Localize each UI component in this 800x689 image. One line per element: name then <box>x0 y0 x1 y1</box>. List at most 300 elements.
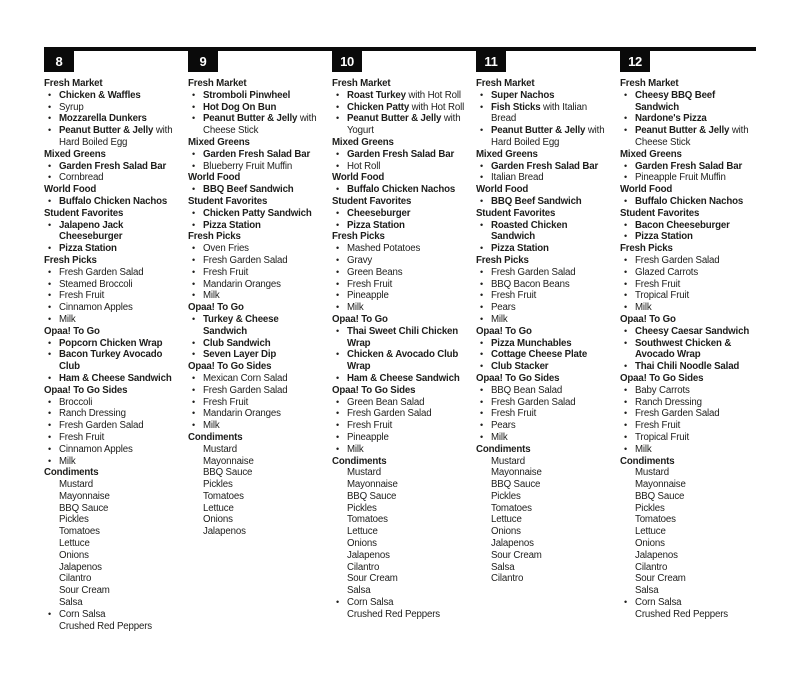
menu-item <box>620 113 756 125</box>
menu-item-label: Turkey & Cheese Sandwich <box>203 313 279 337</box>
menu-item-label: Chicken & Waffles <box>59 89 141 101</box>
section-item-list <box>44 196 180 208</box>
section-title: Fresh Market <box>188 78 247 89</box>
menu-item-label: Mayonnaise <box>347 479 398 491</box>
menu-item-label: Onions <box>635 538 665 550</box>
menu-item <box>620 361 756 373</box>
menu-item-label: Sour Cream <box>491 549 542 561</box>
menu-item <box>44 514 180 526</box>
menu-item <box>620 467 756 479</box>
menu-item-label: Tomatoes <box>59 526 100 538</box>
menu-item <box>476 573 612 585</box>
menu-item-label: Lettuce <box>59 538 90 550</box>
menu-item <box>620 397 756 409</box>
menu-item-label: Cornbread <box>59 172 104 184</box>
section-title: Fresh Market <box>620 78 679 89</box>
menu-item <box>332 290 468 302</box>
bullet-icon: • <box>480 349 484 360</box>
bullet-icon: • <box>336 302 340 313</box>
menu-item <box>620 338 756 362</box>
menu-item <box>188 526 324 538</box>
menu-item-label: Crushed Red Peppers <box>59 620 153 632</box>
menu-item-label: Mayonnaise <box>635 479 686 491</box>
menu-item-label: Sour Cream <box>347 573 398 585</box>
day-column-10 <box>332 51 468 632</box>
bullet-icon: • <box>48 372 52 383</box>
day-sections <box>476 78 612 585</box>
menu-item-label: BBQ Beef Sandwich <box>203 184 294 196</box>
menu-item-label: Mustard <box>347 467 381 479</box>
menu-item <box>44 243 180 255</box>
menu-item <box>620 255 756 267</box>
menu-item-label: Tomatoes <box>347 514 388 526</box>
menu-item <box>44 597 180 609</box>
menu-item <box>188 90 324 102</box>
menu-item <box>188 514 324 526</box>
menu-section <box>188 78 324 137</box>
menu-item <box>620 302 756 314</box>
menu-item-label: Cheesy BBQ Beef Sandwich <box>635 89 716 113</box>
menu-item <box>188 279 324 291</box>
bullet-icon: • <box>624 396 628 407</box>
menu-item-label: Cilantro <box>347 561 380 573</box>
section-title: Mixed Greens <box>332 136 394 148</box>
bullet-icon: • <box>48 195 52 206</box>
menu-item <box>620 279 756 291</box>
menu-item <box>188 503 324 515</box>
menu-item-label: Peanut Butter & Jelly with Yogurt <box>347 113 461 137</box>
menu-section <box>188 302 324 361</box>
section-item-list <box>332 467 468 620</box>
menu-item-label: Super Nachos <box>491 89 555 101</box>
menu-item <box>188 161 324 173</box>
bullet-icon: • <box>336 349 340 360</box>
section-title: Student Favorites <box>332 195 412 207</box>
section-item-list <box>332 149 468 173</box>
section-item-list <box>44 267 180 326</box>
bullet-icon: • <box>480 408 484 419</box>
menu-item <box>476 279 612 291</box>
menu-item-label: Mustard <box>491 455 525 467</box>
menu-item-label: Fresh Fruit <box>347 278 393 290</box>
menu-item-label: BBQ Sauce <box>59 502 109 514</box>
menu-item <box>44 267 180 279</box>
bullet-icon: • <box>624 361 628 372</box>
menu-item <box>188 349 324 361</box>
bullet-icon: • <box>336 101 340 112</box>
bullet-icon: • <box>192 278 196 289</box>
menu-item-label: Chicken Patty Sandwich <box>203 207 312 219</box>
bullet-icon: • <box>192 184 196 195</box>
menu-item <box>332 113 468 137</box>
menu-item-label: Fresh Fruit <box>347 420 393 432</box>
menu-item <box>332 90 468 102</box>
section-item-list <box>620 90 756 149</box>
section-title: Student Favorites <box>476 207 556 219</box>
section-item-list <box>44 397 180 468</box>
menu-item-label: Mayonnaise <box>491 467 542 479</box>
menu-section <box>44 385 180 468</box>
menu-item <box>188 208 324 220</box>
bullet-icon: • <box>48 89 52 100</box>
menu-section <box>44 184 180 208</box>
menu-item <box>620 597 756 609</box>
section-item-list <box>332 397 468 456</box>
menu-item-label: Stromboli Pinwheel <box>203 89 291 101</box>
section-title: Student Favorites <box>620 207 700 219</box>
menu-item <box>476 220 612 244</box>
bullet-icon: • <box>480 195 484 206</box>
bullet-icon: • <box>336 89 340 100</box>
bullet-icon: • <box>192 313 196 324</box>
bullet-icon: • <box>48 172 52 183</box>
bullet-icon: • <box>192 266 196 277</box>
menu-item-label: BBQ Sauce <box>491 479 541 491</box>
bullet-icon: • <box>624 266 628 277</box>
menu-item <box>332 444 468 456</box>
menu-section <box>188 432 324 538</box>
menu-item <box>332 279 468 291</box>
menu-item <box>332 514 468 526</box>
menu-item <box>476 514 612 526</box>
section-item-list <box>476 90 612 149</box>
menu-item-label: Pineapple <box>347 290 389 302</box>
menu-item-label: Cheeseburger <box>347 207 411 219</box>
menu-item-label: Peanut Butter & Jelly with Cheese Stick <box>635 125 749 148</box>
section-title: Mixed Greens <box>188 136 250 148</box>
menu-item <box>44 456 180 468</box>
menu-item-label: Hot Roll <box>347 160 381 172</box>
section-title: Mixed Greens <box>620 148 682 160</box>
menu-item-label: Jalapenos <box>635 549 678 561</box>
menu-item-label: Milk <box>635 443 652 455</box>
day-number-badge <box>620 51 650 72</box>
section-item-list <box>44 220 180 255</box>
menu-item-label: Tropical Fruit <box>635 290 690 302</box>
menu-item <box>332 585 468 597</box>
menu-item-label: Onions <box>203 514 233 526</box>
menu-section <box>476 255 612 326</box>
menu-item-label: Cheesy Caesar Sandwich <box>635 325 750 337</box>
menu-item <box>44 102 180 114</box>
menu-item <box>44 90 180 102</box>
menu-item-label: Pizza Station <box>347 219 405 231</box>
menu-item-label: Pears <box>491 420 516 432</box>
menu-item-label: Ham & Cheese Sandwich <box>59 372 172 384</box>
menu-item <box>188 467 324 479</box>
section-item-list <box>188 90 324 137</box>
bullet-icon: • <box>624 337 628 348</box>
menu-item-label: Garden Fresh Salad Bar <box>203 148 311 160</box>
menu-item <box>476 161 612 173</box>
menu-item <box>332 208 468 220</box>
bullet-icon: • <box>336 325 340 336</box>
menu-item <box>188 243 324 255</box>
bullet-icon: • <box>336 184 340 195</box>
bullet-icon: • <box>192 349 196 360</box>
bullet-icon: • <box>192 420 196 431</box>
menu-item-label: Pickles <box>59 514 89 526</box>
menu-item-label: Club Sandwich <box>203 337 271 349</box>
menu-section <box>44 255 180 326</box>
menu-item-label: Southwest Chicken & Avocado Wrap <box>635 337 732 361</box>
menu-item-label: Mustard <box>635 467 669 479</box>
menu-item-label: Peanut Butter & Jelly with Hard Boiled Egg <box>491 125 605 148</box>
bullet-icon: • <box>624 113 628 124</box>
bullet-icon: • <box>336 597 340 608</box>
section-item-list <box>188 243 324 302</box>
menu-item-label: Milk <box>59 313 76 325</box>
section-title: Condiments <box>44 467 99 479</box>
menu-item-label: Fresh Garden Salad <box>635 254 720 266</box>
day-number: 10 <box>340 54 354 69</box>
menu-section <box>476 149 612 184</box>
menu-item <box>188 491 324 503</box>
section-item-list <box>620 326 756 373</box>
bullet-icon: • <box>480 101 484 112</box>
menu-item <box>188 338 324 350</box>
section-title: Fresh Picks <box>188 231 241 243</box>
bullet-icon: • <box>480 243 484 254</box>
menu-item <box>476 302 612 314</box>
menu-item-label: Ranch Dressing <box>635 396 702 408</box>
menu-item <box>620 196 756 208</box>
menu-item <box>188 397 324 409</box>
menu-item-label: Fresh Fruit <box>491 290 537 302</box>
menu-item-label: Mashed Potatoes <box>347 243 421 255</box>
menu-item-label: Tropical Fruit <box>635 431 690 443</box>
menu-item-label: Cilantro <box>635 561 668 573</box>
menu-item-label: Cottage Cheese Plate <box>491 349 588 361</box>
menu-item-label: Broccoli <box>59 396 93 408</box>
menu-section <box>620 149 756 184</box>
bullet-icon: • <box>192 290 196 301</box>
day-sections <box>620 78 756 621</box>
menu-item <box>332 220 468 232</box>
bullet-icon: • <box>336 219 340 230</box>
menu-section <box>620 243 756 314</box>
menu-item <box>332 397 468 409</box>
section-item-list <box>188 314 324 361</box>
section-title: Condiments <box>188 431 243 443</box>
bullet-icon: • <box>480 431 484 442</box>
menu-item-label: Buffalo Chicken Nachos <box>59 195 168 207</box>
menu-item-label: Pickles <box>491 490 521 502</box>
menu-item-label: Thai Sweet Chili Chicken Wrap <box>347 325 459 349</box>
menu-item <box>476 172 612 184</box>
menu-item <box>332 243 468 255</box>
menu-item <box>44 562 180 574</box>
bullet-icon: • <box>480 337 484 348</box>
section-title: Condiments <box>476 443 531 455</box>
menu-item <box>332 597 468 609</box>
section-title: Opaa! To Go <box>332 313 388 325</box>
menu-item-label: Green Bean Salad <box>347 396 425 408</box>
menu-item <box>476 385 612 397</box>
section-item-list <box>44 338 180 385</box>
menu-item-label: Chicken & Avocado Club Wrap <box>347 349 459 373</box>
menu-item-label: Fresh Garden Salad <box>59 266 144 278</box>
menu-item <box>332 526 468 538</box>
menu-item <box>332 161 468 173</box>
bullet-icon: • <box>624 219 628 230</box>
section-title: Fresh Picks <box>476 254 529 266</box>
menu-item <box>188 220 324 232</box>
menu-item-label: Bacon Cheeseburger <box>635 219 730 231</box>
bullet-icon: • <box>192 243 196 254</box>
bullet-icon: • <box>624 195 628 206</box>
bullet-icon: • <box>48 408 52 419</box>
bullet-icon: • <box>480 266 484 277</box>
menu-section <box>188 231 324 302</box>
menu-item <box>44 314 180 326</box>
bullet-icon: • <box>48 302 52 313</box>
menu-item <box>188 444 324 456</box>
section-title: Mixed Greens <box>44 148 106 160</box>
day-column-11 <box>476 51 612 632</box>
menu-item <box>188 149 324 161</box>
menu-section <box>476 373 612 444</box>
bullet-icon: • <box>336 113 340 124</box>
menu-item <box>44 349 180 373</box>
bullet-icon: • <box>480 278 484 289</box>
menu-item <box>476 90 612 102</box>
menu-item-label: Roasted Chicken Sandwich <box>491 219 568 243</box>
section-title: Fresh Market <box>332 78 391 89</box>
menu-item <box>44 373 180 385</box>
day-column-12 <box>620 51 756 632</box>
menu-item-label: Roast Turkey with Hot Roll <box>347 89 461 101</box>
menu-item-label: Fresh Garden Salad <box>635 408 720 420</box>
menu-item <box>44 444 180 456</box>
menu-item <box>332 255 468 267</box>
menu-item <box>44 397 180 409</box>
menu-section <box>620 373 756 456</box>
section-title: Fresh Picks <box>44 254 97 266</box>
menu-item-label: Pizza Station <box>491 243 549 255</box>
bullet-icon: • <box>624 431 628 442</box>
section-title: Opaa! To Go <box>476 325 532 337</box>
bullet-icon: • <box>336 148 340 159</box>
menu-item <box>44 290 180 302</box>
bullet-icon: • <box>192 384 196 395</box>
menu-item-label: Mexican Corn Salad <box>203 372 288 384</box>
menu-item <box>476 243 612 255</box>
bullet-icon: • <box>624 597 628 608</box>
bullet-icon: • <box>480 290 484 301</box>
bullet-icon: • <box>48 278 52 289</box>
menu-item <box>620 573 756 585</box>
menu-item-label: Milk <box>491 431 508 443</box>
menu-item <box>188 385 324 397</box>
menu-item <box>620 420 756 432</box>
menu-item <box>44 302 180 314</box>
bullet-icon: • <box>624 254 628 265</box>
menu-item <box>332 408 468 420</box>
menu-item <box>332 573 468 585</box>
bullet-icon: • <box>480 89 484 100</box>
menu-item-label: BBQ Beef Sandwich <box>491 195 582 207</box>
section-title: Condiments <box>620 455 675 467</box>
menu-item <box>620 172 756 184</box>
menu-section <box>620 208 756 243</box>
menu-item-label: Buffalo Chicken Nachos <box>635 195 744 207</box>
menu-item-label: Green Beans <box>347 266 403 278</box>
menu-item-label: Chicken Patty with Hot Roll <box>347 101 465 113</box>
menu-item-label: Fresh Fruit <box>59 290 105 302</box>
menu-item <box>332 302 468 314</box>
menu-item-label: Pizza Station <box>59 243 117 255</box>
menu-item <box>44 172 180 184</box>
day-sections <box>332 78 468 621</box>
menu-section <box>44 326 180 385</box>
menu-item <box>44 408 180 420</box>
bullet-icon: • <box>480 219 484 230</box>
menu-item-label: Onions <box>59 549 89 561</box>
menu-item-label: Bacon Turkey Avocado Club <box>59 349 163 373</box>
menu-item <box>44 196 180 208</box>
menu-item-label: Fresh Fruit <box>59 431 105 443</box>
menu-item-label: Jalapenos <box>203 526 246 538</box>
menu-item <box>44 538 180 550</box>
menu-item <box>44 503 180 515</box>
bullet-icon: • <box>192 207 196 218</box>
menu-section <box>332 137 468 172</box>
section-title: Opaa! To Go <box>620 313 676 325</box>
menu-item <box>476 397 612 409</box>
bullet-icon: • <box>480 384 484 395</box>
section-item-list <box>44 90 180 149</box>
menu-item-label: Seven Layer Dip <box>203 349 277 361</box>
menu-section <box>188 196 324 231</box>
menu-item <box>620 503 756 515</box>
bullet-icon: • <box>480 313 484 324</box>
menu-item-label: Mustard <box>203 443 237 455</box>
menu-item <box>620 514 756 526</box>
bullet-icon: • <box>192 113 196 124</box>
menu-item-label: Pizza Station <box>203 219 261 231</box>
menu-item-label: Corn Salsa <box>635 597 682 609</box>
bullet-icon: • <box>480 125 484 136</box>
menu-section <box>332 314 468 385</box>
menu-item-label: Garden Fresh Salad Bar <box>635 160 743 172</box>
menu-item-label: Lettuce <box>491 514 522 526</box>
menu-item <box>620 125 756 149</box>
menu-section <box>44 208 180 255</box>
menu-section <box>476 326 612 373</box>
menu-item <box>44 526 180 538</box>
menu-item-label: Pickles <box>347 502 377 514</box>
menu-item-label: Mayonnaise <box>203 455 254 467</box>
bullet-icon: • <box>480 396 484 407</box>
menu-item <box>476 467 612 479</box>
section-item-list <box>188 444 324 538</box>
menu-item-label: Sour Cream <box>635 573 686 585</box>
menu-item-label: Mozzarella Dunkers <box>59 113 147 125</box>
day-number-badge <box>476 51 506 72</box>
menu-item <box>44 161 180 173</box>
menu-item-label: Fresh Fruit <box>635 278 681 290</box>
section-item-list <box>620 161 756 185</box>
bullet-icon: • <box>336 420 340 431</box>
menu-section <box>188 361 324 432</box>
menu-item <box>476 456 612 468</box>
menu-item <box>188 408 324 420</box>
menu-item <box>476 196 612 208</box>
bullet-icon: • <box>192 396 196 407</box>
section-title: Student Favorites <box>44 207 124 219</box>
section-title: Fresh Picks <box>332 231 385 243</box>
